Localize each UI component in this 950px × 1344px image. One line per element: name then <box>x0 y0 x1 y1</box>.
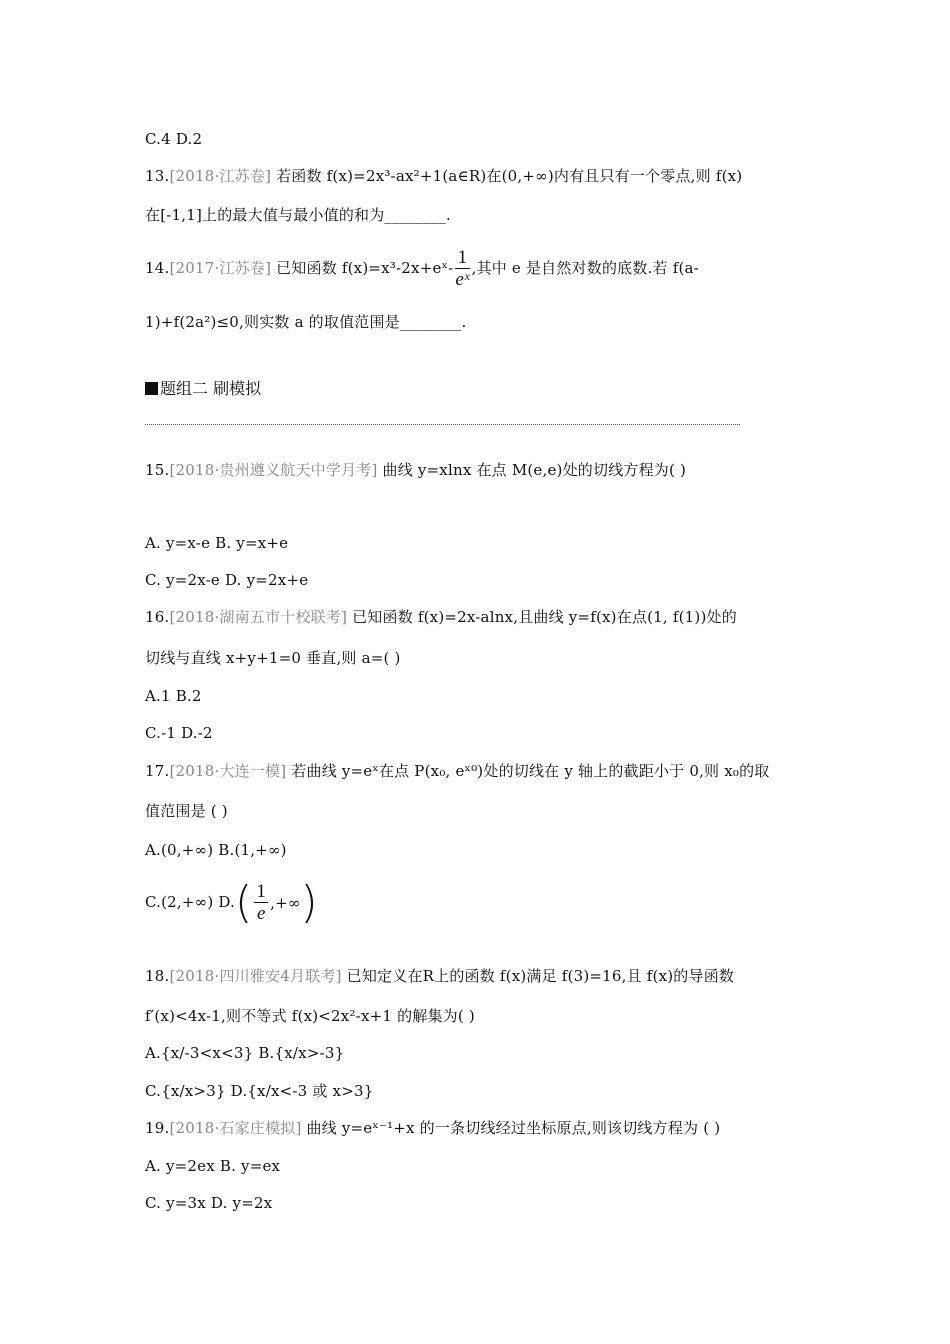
question-text: 若函数 f(x)=2x³-ax²+1(a∈R)在(0,+∞)内有且只有一个零点,则 f(x) <box>276 167 743 185</box>
question-text: 已知定义在R上的函数 f(x)满足 f(3)=16,且 f(x)的导函数 <box>346 967 735 985</box>
question-17-line-2: 值范围是 ( ) <box>145 802 228 820</box>
options-cd-q19: C. y=3x D. y=2x <box>145 1194 273 1212</box>
question-13-line-2: 在[-1,1]上的最大值与最小值的和为________. <box>145 206 451 224</box>
question-source: [2018·大连一模] <box>169 762 287 780</box>
question-number: 17. <box>145 762 170 780</box>
question-18-line-1 <box>145 966 734 986</box>
question-text: 若曲线 y=eˣ在点 P(x₀, eˣ⁰)处的切线在 y 轴上的截距小于 0,则 x₀的取 <box>291 762 770 780</box>
question-source: [2018·江苏卷] <box>169 167 272 185</box>
options-cd-q17 <box>145 877 318 928</box>
fraction-denominator: e <box>256 902 266 924</box>
question-text-cont: ,其中 e 是自然对数的底数.若 f(a- <box>471 259 699 277</box>
question-number: 19. <box>145 1119 170 1137</box>
question-13-line-1 <box>145 166 742 186</box>
question-source: [2018·石家庄模拟] <box>169 1119 302 1137</box>
question-source: [2017·江苏卷] <box>169 259 272 277</box>
left-paren-icon: ( <box>235 877 253 928</box>
fraction-numerator: 1 <box>455 248 469 269</box>
options-ab-q17: A.(0,+∞) B.(1,+∞) <box>145 841 287 859</box>
question-number: 13. <box>145 167 170 185</box>
options-ab-q19: A. y=2ex B. y=ex <box>145 1157 281 1175</box>
question-source: [2018·贵州遵义航天中学月考] <box>169 461 378 479</box>
options-cd-q15: C. y=2x-e D. y=2x+e <box>145 571 309 589</box>
question-14-line-1 <box>145 244 699 292</box>
question-18-line-2: f′(x)<4x-1,则不等式 f(x)<2x²-x+1 的解集为( ) <box>145 1007 475 1025</box>
square-bullet-icon <box>145 382 158 395</box>
dotted-divider <box>145 424 740 425</box>
question-text: 曲线 y=xlnx 在点 M(e,e)处的切线方程为( ) <box>382 461 687 479</box>
section-heading <box>145 379 261 399</box>
options-c-d-q12: C.4 D.2 <box>145 130 203 148</box>
question-source: [2018·湖南五市十校联考] <box>169 608 348 626</box>
question-source: [2018·四川雅安4月联考] <box>169 967 342 985</box>
fraction <box>254 882 268 925</box>
question-17-line-1 <box>145 761 770 781</box>
question-number: 16. <box>145 608 170 626</box>
options-ab-q16: A.1 B.2 <box>145 687 202 705</box>
interval-tail: ,+∞ <box>270 894 301 912</box>
option-d-interval <box>235 877 318 928</box>
options-ab-q18: A.{x/-3<x<3} B.{x/x>-3} <box>145 1044 345 1062</box>
question-number: 14. <box>145 259 170 277</box>
options-ab-q15: A. y=x-e B. y=x+e <box>145 534 289 552</box>
right-paren-icon: ) <box>300 877 318 928</box>
section-heading-text: 题组二 刷模拟 <box>160 379 262 398</box>
option-c-text: C.(2,+∞) D. <box>145 893 236 911</box>
options-cd-q16: C.-1 D.-2 <box>145 724 213 742</box>
question-number: 15. <box>145 461 170 479</box>
fraction-denominator: eˣ <box>455 268 470 290</box>
question-19 <box>145 1118 720 1138</box>
question-16-line-2: 切线与直线 x+y+1=0 垂直,则 a=( ) <box>145 649 401 667</box>
question-text: 已知函数 f(x)=x³-2x+eˣ- <box>276 259 454 277</box>
question-number: 18. <box>145 967 170 985</box>
question-14-line-2: 1)+f(2a²)≤0,则实数 a 的取值范围是________. <box>145 313 467 331</box>
question-text: 曲线 y=eˣ⁻¹+x 的一条切线经过坐标原点,则该切线方程为 ( ) <box>306 1119 721 1137</box>
question-text: 已知函数 f(x)=2x-alnx,且曲线 y=f(x)在点(1, f(1))处的 <box>352 608 737 626</box>
question-16-line-1 <box>145 607 737 627</box>
fraction-numerator: 1 <box>256 880 267 902</box>
fraction <box>455 248 469 291</box>
question-15 <box>145 460 686 480</box>
options-cd-q18: C.{x/x>3} D.{x/x<-3 或 x>3} <box>145 1082 374 1100</box>
